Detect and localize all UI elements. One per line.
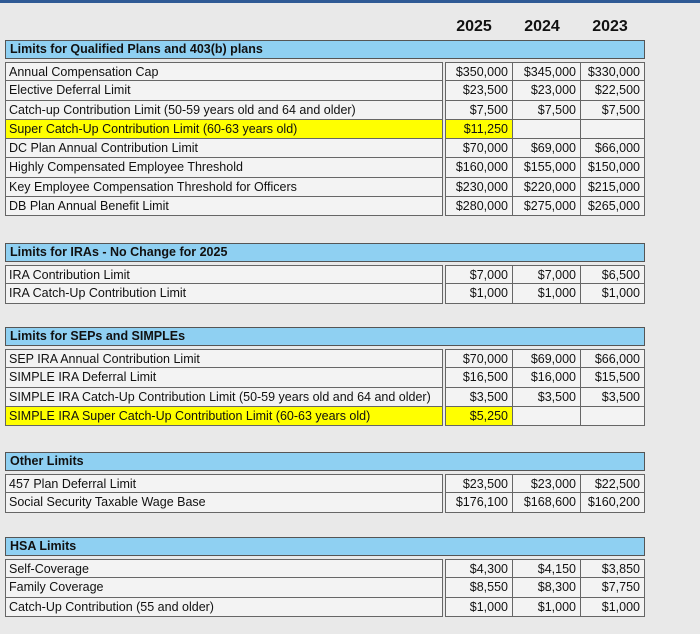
value-cell-2023: $330,000 <box>581 62 645 81</box>
table-row <box>5 81 645 100</box>
value-cell-2023: $1,000 <box>581 284 645 303</box>
row-label: Social Security Taxable Wage Base <box>5 493 443 512</box>
table-row <box>5 407 645 426</box>
value-cell-2025: $16,500 <box>445 368 513 387</box>
year-header-0: 2025 <box>456 18 492 35</box>
value-cell-2023: $1,000 <box>581 598 645 617</box>
year-header-1: 2024 <box>524 18 560 35</box>
row-label: Catch-up Contribution Limit (50-59 years old and 64 and older) <box>5 101 443 120</box>
table-row <box>5 368 645 387</box>
section-title: Other Limits <box>5 452 645 471</box>
top-accent-bar <box>0 0 700 3</box>
year-header-2: 2023 <box>592 18 628 35</box>
value-cell-2024: $275,000 <box>513 197 581 216</box>
section-1 <box>5 243 645 304</box>
table-row <box>5 349 645 368</box>
table-row <box>5 559 645 578</box>
value-cell-2024: $345,000 <box>513 62 581 81</box>
row-label: Catch-Up Contribution (55 and older) <box>5 598 443 617</box>
row-label: Family Coverage <box>5 578 443 597</box>
value-cell-2025: $11,250 <box>445 120 513 139</box>
value-cell-2023: $22,500 <box>581 474 645 493</box>
value-cell-2023: $215,000 <box>581 178 645 197</box>
table-row <box>5 62 645 81</box>
value-cell-2024: $8,300 <box>513 578 581 597</box>
value-cell-2023: $7,500 <box>581 101 645 120</box>
value-cell-2025: $5,250 <box>445 407 513 426</box>
value-cell-2025: $7,500 <box>445 101 513 120</box>
table-row <box>5 158 645 177</box>
table-row <box>5 598 645 617</box>
value-cell-2025: $23,500 <box>445 81 513 100</box>
value-cell-2023: $6,500 <box>581 265 645 284</box>
row-label: IRA Contribution Limit <box>5 265 443 284</box>
row-label: Super Catch-Up Contribution Limit (60-63 years old) <box>5 120 443 139</box>
table-row <box>5 197 645 216</box>
value-cell-2024: $23,000 <box>513 474 581 493</box>
row-label: Annual Compensation Cap <box>5 62 443 81</box>
value-cell-2023: $3,500 <box>581 388 645 407</box>
section-title: Limits for SEPs and SIMPLEs <box>5 327 645 346</box>
value-cell-2023: $22,500 <box>581 81 645 100</box>
value-cell-2025: $176,100 <box>445 493 513 512</box>
value-cell-2024: $155,000 <box>513 158 581 177</box>
value-cell-2024: $168,600 <box>513 493 581 512</box>
value-cell-2024: $69,000 <box>513 139 581 158</box>
table-row <box>5 474 645 493</box>
value-cell-2025: $70,000 <box>445 349 513 368</box>
table-row <box>5 101 645 120</box>
value-cell-2023: $160,200 <box>581 493 645 512</box>
value-cell-2024: $1,000 <box>513 284 581 303</box>
table-row <box>5 139 645 158</box>
value-cell-2025: $160,000 <box>445 158 513 177</box>
value-cell-2024: $220,000 <box>513 178 581 197</box>
section-3 <box>5 452 645 513</box>
row-label: 457 Plan Deferral Limit <box>5 474 443 493</box>
row-label: Highly Compensated Employee Threshold <box>5 158 443 177</box>
table-row <box>5 578 645 597</box>
value-cell-2025: $4,300 <box>445 559 513 578</box>
value-cell-2025: $70,000 <box>445 139 513 158</box>
value-cell-2023: $150,000 <box>581 158 645 177</box>
value-cell-2023 <box>581 407 645 426</box>
value-cell-2023: $265,000 <box>581 197 645 216</box>
row-label: SIMPLE IRA Catch-Up Contribution Limit (50-59 years old and 64 and older) <box>5 388 443 407</box>
row-label: Key Employee Compensation Threshold for Officers <box>5 178 443 197</box>
value-cell-2025: $230,000 <box>445 178 513 197</box>
value-cell-2024: $4,150 <box>513 559 581 578</box>
section-title: Limits for Qualified Plans and 403(b) plans <box>5 40 645 59</box>
section-0 <box>5 40 645 216</box>
table-row <box>5 493 645 512</box>
value-cell-2024: $7,500 <box>513 101 581 120</box>
row-label: DC Plan Annual Contribution Limit <box>5 139 443 158</box>
value-cell-2024 <box>513 407 581 426</box>
section-2 <box>5 327 645 426</box>
table-row <box>5 284 645 303</box>
value-cell-2025: $23,500 <box>445 474 513 493</box>
value-cell-2025: $8,550 <box>445 578 513 597</box>
value-cell-2024: $7,000 <box>513 265 581 284</box>
value-cell-2025: $7,000 <box>445 265 513 284</box>
row-label: SEP IRA Annual Contribution Limit <box>5 349 443 368</box>
value-cell-2023: $3,850 <box>581 559 645 578</box>
row-label: DB Plan Annual Benefit Limit <box>5 197 443 216</box>
value-cell-2024: $1,000 <box>513 598 581 617</box>
value-cell-2025: $1,000 <box>445 598 513 617</box>
table-row <box>5 178 645 197</box>
row-label: SIMPLE IRA Super Catch-Up Contribution Limit (60-63 years old) <box>5 407 443 426</box>
table-row <box>5 265 645 284</box>
row-label: IRA Catch-Up Contribution Limit <box>5 284 443 303</box>
section-title: HSA Limits <box>5 537 645 556</box>
value-cell-2025: $3,500 <box>445 388 513 407</box>
value-cell-2023 <box>581 120 645 139</box>
value-cell-2024: $16,000 <box>513 368 581 387</box>
value-cell-2024: $3,500 <box>513 388 581 407</box>
value-cell-2024: $23,000 <box>513 81 581 100</box>
section-title: Limits for IRAs - No Change for 2025 <box>5 243 645 262</box>
value-cell-2023: $66,000 <box>581 349 645 368</box>
value-cell-2025: $350,000 <box>445 62 513 81</box>
row-label: SIMPLE IRA Deferral Limit <box>5 368 443 387</box>
value-cell-2023: $7,750 <box>581 578 645 597</box>
value-cell-2025: $1,000 <box>445 284 513 303</box>
row-label: Elective Deferral Limit <box>5 81 443 100</box>
value-cell-2024 <box>513 120 581 139</box>
table-row <box>5 120 645 139</box>
value-cell-2023: $15,500 <box>581 368 645 387</box>
value-cell-2023: $66,000 <box>581 139 645 158</box>
value-cell-2025: $280,000 <box>445 197 513 216</box>
row-label: Self-Coverage <box>5 559 443 578</box>
section-4 <box>5 537 645 617</box>
table-row <box>5 388 645 407</box>
value-cell-2024: $69,000 <box>513 349 581 368</box>
